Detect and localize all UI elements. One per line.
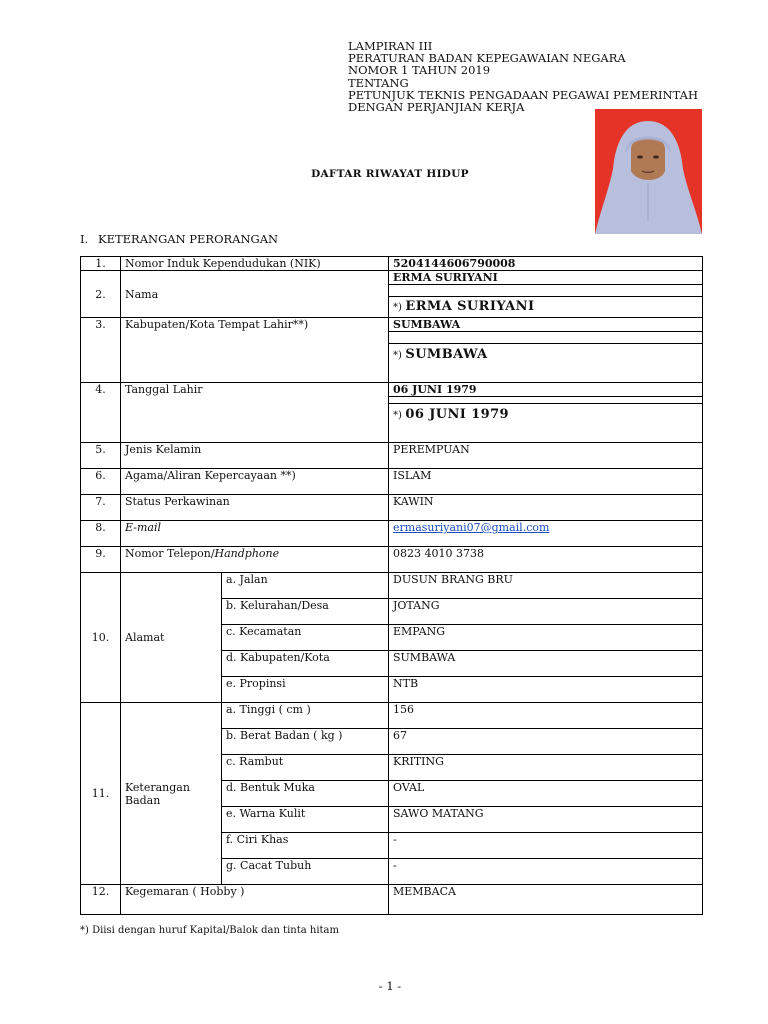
table-row [81, 547, 703, 573]
table-row [81, 573, 703, 599]
tanggal-lahir-caps-cell [389, 404, 703, 443]
sub-label: d. Kabupaten/Kota [222, 651, 389, 677]
sub-value: EMPANG [389, 625, 703, 651]
telepon-label: Nomor Telepon/ [125, 547, 215, 560]
row-number: 11. [81, 703, 121, 885]
section-number: I. [80, 232, 89, 246]
footnote: *) Diisi dengan huruf Kapital/Balok dan tinta hitam [80, 925, 339, 936]
empty-cell [389, 285, 703, 297]
row-label: Kabupaten/Kota Tempat Lahir**) [121, 318, 389, 383]
row-number: 8. [81, 521, 121, 547]
header-line: PERATURAN BADAN KEPEGAWAIAN NEGARA [348, 51, 626, 66]
header-line: PETUNJUK TEKNIS PENGADAAN PEGAWAI PEMERINTAH [348, 87, 698, 102]
section-label: KETERANGAN PERORANGAN [98, 232, 279, 246]
page-title: DAFTAR RIWAYAT HIDUP [311, 168, 469, 180]
asterisk-note: *) [393, 350, 402, 361]
row-label: Nama [121, 271, 389, 318]
biodata-table [80, 256, 703, 915]
row-number: 2. [81, 271, 121, 318]
sub-value: - [389, 833, 703, 859]
row-number: 4. [81, 383, 121, 443]
jenis-kelamin-value: PEREMPUAN [389, 443, 703, 469]
table-row [81, 885, 703, 915]
sub-value: KRITING [389, 755, 703, 781]
agama-value: ISLAM [389, 469, 703, 495]
nik-value: 5204144606790008 [389, 257, 703, 271]
header-line: NOMOR 1 TAHUN 2019 [348, 63, 491, 78]
sub-label: d. Bentuk Muka [222, 781, 389, 807]
sub-label: e. Warna Kulit [222, 807, 389, 833]
row-number: 7. [81, 495, 121, 521]
row-number: 1. [81, 257, 121, 271]
row-label: Keterangan Badan [121, 703, 222, 885]
table-row [81, 318, 703, 332]
telepon-value: 0823 4010 3738 [389, 547, 703, 573]
table-row [81, 495, 703, 521]
empty-cell [389, 397, 703, 404]
sub-value: SUMBAWA [389, 651, 703, 677]
document-header [348, 40, 698, 113]
sub-label: a. Tinggi ( cm ) [222, 703, 389, 729]
status-value: KAWIN [389, 495, 703, 521]
empty-cell [389, 332, 703, 344]
row-number: 12. [81, 885, 121, 915]
asterisk-note: *) [393, 302, 402, 313]
row-number: 9. [81, 547, 121, 573]
sub-value: SAWO MATANG [389, 807, 703, 833]
email-link[interactable]: ermasuriyani07@gmail.com [393, 521, 550, 534]
sub-label: c. Rambut [222, 755, 389, 781]
table-row [81, 703, 703, 729]
email-cell [389, 521, 703, 547]
row-number: 3. [81, 318, 121, 383]
tanggal-lahir-caps-value: 06 JUNI 1979 [405, 407, 509, 422]
tempat-lahir-caps-cell [389, 344, 703, 383]
sub-label: b. Kelurahan/Desa [222, 599, 389, 625]
sub-label: e. Propinsi [222, 677, 389, 703]
page-number: - 1 - [378, 979, 402, 993]
row-label: Kegemaran ( Hobby ) [121, 885, 389, 915]
sub-label: c. Kecamatan [222, 625, 389, 651]
nama-value: ERMA SURIYANI [389, 271, 703, 285]
handphone-label: Handphone [214, 547, 280, 560]
sub-value: 67 [389, 729, 703, 755]
header-line: TENTANG [348, 75, 409, 90]
header-line: DENGAN PERJANJIAN KERJA [348, 100, 525, 115]
nama-caps-cell [389, 297, 703, 318]
sub-value: NTB [389, 677, 703, 703]
row-label [121, 547, 389, 573]
sub-label: g. Cacat Tubuh [222, 859, 389, 885]
asterisk-note: *) [393, 410, 402, 421]
row-label: Nomor Induk Kependudukan (NIK) [121, 257, 389, 271]
row-label: Alamat [121, 573, 222, 703]
sub-value: - [389, 859, 703, 885]
row-label: Jenis Kelamin [121, 443, 389, 469]
tempat-lahir-caps-value: SUMBAWA [405, 347, 488, 362]
table-row [81, 257, 703, 271]
table-row [81, 383, 703, 397]
tempat-lahir-value: SUMBAWA [389, 318, 703, 332]
row-number: 10. [81, 573, 121, 703]
row-number: 5. [81, 443, 121, 469]
sub-label: a. Jalan [222, 573, 389, 599]
sub-value: JOTANG [389, 599, 703, 625]
row-number: 6. [81, 469, 121, 495]
sub-label: f. Ciri Khas [222, 833, 389, 859]
tanggal-lahir-value: 06 JUNI 1979 [389, 383, 703, 397]
table-row [81, 443, 703, 469]
row-label: Status Perkawinan [121, 495, 389, 521]
row-label: Agama/Aliran Kepercayaan **) [121, 469, 389, 495]
hobby-value: MEMBACA [389, 885, 703, 915]
table-row [81, 271, 703, 285]
sub-value: DUSUN BRANG BRU [389, 573, 703, 599]
row-label: E-mail [121, 521, 389, 547]
sub-value: 156 [389, 703, 703, 729]
section-heading [80, 232, 278, 246]
table-row [81, 521, 703, 547]
nama-caps-value: ERMA SURIYANI [405, 299, 535, 314]
row-label: Tanggal Lahir [121, 383, 389, 443]
sub-value: OVAL [389, 781, 703, 807]
sub-label: b. Berat Badan ( kg ) [222, 729, 389, 755]
table-row [81, 469, 703, 495]
header-line: LAMPIRAN III [348, 39, 433, 53]
